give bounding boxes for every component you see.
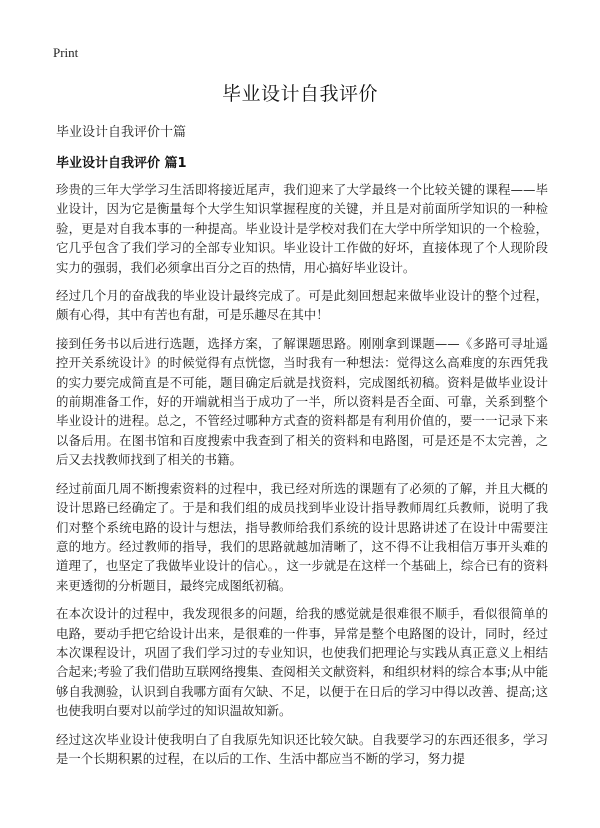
print-label: Print	[53, 45, 79, 60]
document-subtitle: 毕业设计自我评价十篇	[56, 125, 187, 140]
paragraph: 珍贵的三年大学学习生活即将接近尾声，我们迎来了大学最终一个比较关键的课程——毕业设计，因为它是衡量每个大学生知识掌握程度的关键，并且是对前面所学知识的一种检验，更是对自我本事的一种提高。毕业设计是学校对我们在大学中所学知识的一个检验，它几乎包含了我们学习的全部专业知识。毕业设计工作做的好坏，直接体现了个人现阶段实力的强弱，我们必须拿出百分之百的热情，用心搞好毕业设计。	[56, 182, 548, 275]
document-title: 毕业设计自我评价	[221, 83, 378, 105]
paragraph: 经过前面几周不断搜索资料的过程中，我已经对所选的课题有了必须的了解，并且大概的设计思路已经确定了。于是和我们组的成员找到毕业设计指导教师周红兵教师，说明了我们对整个系统电路的设计与想法，指导教师给我们系统的设计思路讲述了在设计中需要注意的地方。经过教师的指导，我们的思路就越加清晰了，这不得不让我相信万事开头难的道理了，也坚定了我做毕业设计的信心。，这一步就是在这样一个基础上，综合已有的资料来更透彻的分析题目，最终完成图纸初稿。	[56, 480, 548, 593]
section-heading: 毕业设计自我评价 篇1	[56, 156, 187, 171]
document-body	[56, 180, 548, 777]
paragraph: 经过几个月的奋战我的毕业设计最终完成了。可是此刻回想起来做毕业设计的整个过程，颇有心得，其中有苦也有甜，可是乐趣尽在其中！	[56, 288, 548, 323]
paragraph: 经过这次毕业设计使我明白了自我原先知识还比较欠缺。自我要学习的东西还很多，学习是一个长期积累的过程，在以后的工作、生活中都应当不断的学习，努力提	[56, 731, 548, 766]
paragraph: 在本次设计的过程中，我发现很多的问题，给我的感觉就是很难很不顺手，看似很简单的电路，要动手把它给设计出来，是很难的一件事，异常是整个电路图的设计，同时，经过本次课程设计，巩固了我们学习过的专业知识，也使我们把理论与实践从真正意义上相结合起来;考验了我们借助互联网络搜集、查阅相关文献资料，和组织材料的综合本事;从中能够自我测验，认识到自我哪方面有欠缺、不足，以便于在日后的学习中得以改善、提高;这也使我明白要对以前学过的知识温故知新。	[56, 606, 548, 719]
paragraph: 接到任务书以后进行选题，选择方案，了解课题思路。刚刚拿到课题——《多路可寻址遥控开关系统设计》的时候觉得有点恍惚，当时我有一种想法：觉得这么高难度的东西凭我的实力要完成简直是不可能，题目确定后就是找资料，完成图纸初稿。资料是做毕业设计的前期准备工作，好的开端就相当于成功了一半，所以资料是否全面、可靠，关系到整个毕业设计的进程。总之，不管经过哪种方式查的资料都是有利用价值的，要一一记录下来以备后用。在图书馆和百度搜索中我查到了相关的资料和电路图，可是还是不太完善，之后又去找教师找到了相关的书籍。	[56, 335, 548, 468]
